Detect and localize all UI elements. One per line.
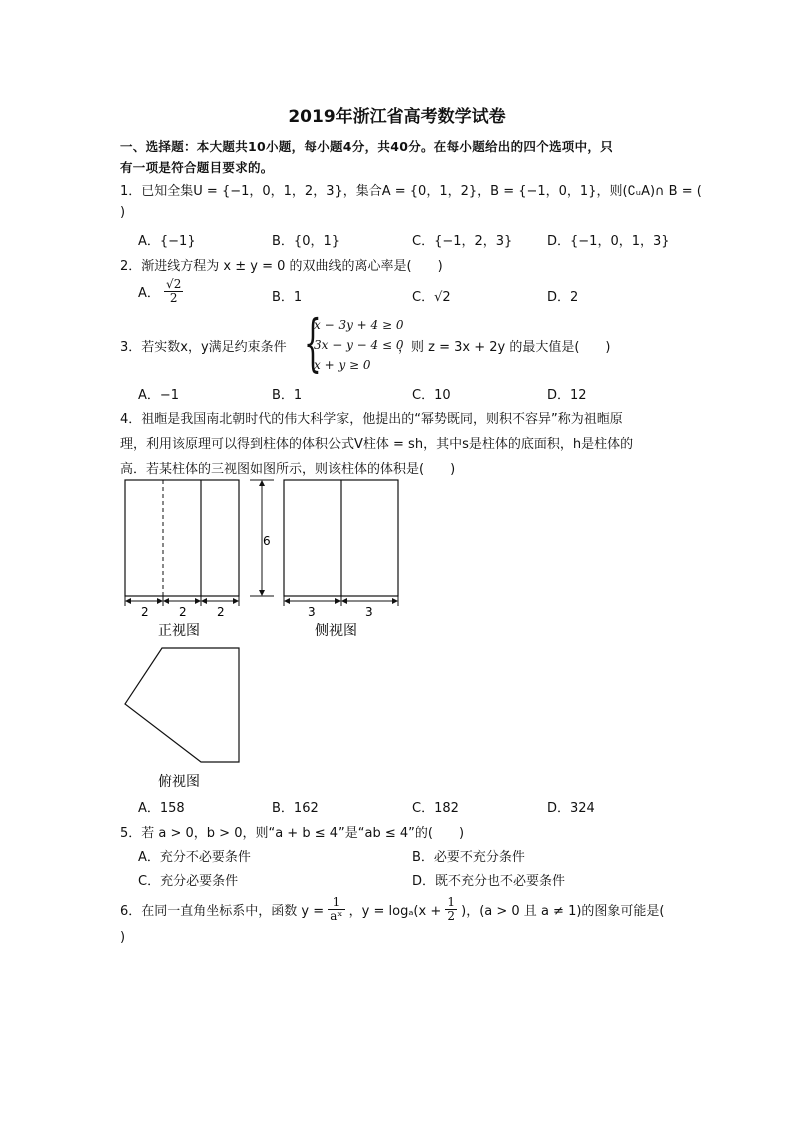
question-5-option-c: C．充分必要条件 xyxy=(138,874,239,889)
constraint-3: x + y ≥ 0 xyxy=(314,358,371,372)
question-5-text: 5．若 a > 0，b > 0，则“a + b ≤ 4”是“ab ≤ 4”的( ) xyxy=(120,826,465,841)
question-3-option-b: B．1 xyxy=(272,388,303,403)
top-view-label: 俯视图 xyxy=(158,774,200,790)
side-view xyxy=(284,480,398,619)
question-6-prefix: 6．在同一直角坐标系中，函数 y = xyxy=(120,904,325,919)
section-heading-line2: 有一项是符合题目要求的。 xyxy=(120,160,274,175)
question-6-fraction-1 xyxy=(328,896,344,923)
question-2-option-d: D．2 xyxy=(547,290,579,305)
question-3-suffix: ，则 z = 3x + 2y 的最大值是( ) xyxy=(398,340,611,355)
height-dimension xyxy=(250,480,274,596)
system-brace: { xyxy=(304,306,322,379)
question-2-option-a-label: A． xyxy=(138,286,160,301)
question-6-mid: ，y = logₐ(x + xyxy=(348,904,442,919)
question-4-line2: 理，利用该原理可以得到柱体的体积公式V柱体 = sh，其中s是柱体的底面积，h是柱体的 xyxy=(120,437,634,452)
question-2-option-c: C．√2 xyxy=(412,290,451,305)
height-label: 6 xyxy=(263,534,271,548)
page-title: 2019年浙江省高考数学试卷 xyxy=(288,107,506,127)
question-4-option-d: D．324 xyxy=(547,801,595,816)
question-2-option-b: B．1 xyxy=(272,290,303,305)
question-2-text: 2．渐进线方程为 x ± y = 0 的双曲线的离心率是( ) xyxy=(120,259,443,274)
question-3-option-a: A．−1 xyxy=(138,388,180,403)
question-6-fraction-2 xyxy=(445,896,457,923)
question-3-option-c: C．10 xyxy=(412,388,451,403)
constraint-1: x − 3y + 4 ≥ 0 xyxy=(314,318,404,332)
question-1-option-c: C．{−1，2，3} xyxy=(412,234,513,249)
question-4-line1: 4．祖暅是我国南北朝时代的伟大科学家，他提出的“幂势既同，则积不容异”称为祖暅原 xyxy=(120,412,623,427)
front-view-label: 正视图 xyxy=(158,623,200,639)
front-view xyxy=(125,480,239,619)
question-1-option-d: D．{−1，0，1，3} xyxy=(547,234,670,249)
fraction-denominator: 2 xyxy=(169,291,178,305)
fraction-numerator: 1 xyxy=(328,896,344,910)
fraction-denominator: 2 xyxy=(447,909,455,923)
question-5-option-b: B．必要不充分条件 xyxy=(412,850,525,865)
section-heading-line1: 一、选择题：本大题共10小题，每小题4分，共40分。在每小题给出的四个选项中，只 xyxy=(120,139,613,154)
question-3-prefix: 3．若实数x，y满足约束条件 xyxy=(120,340,287,355)
fraction-denominator: aˣ xyxy=(330,909,343,923)
question-4-option-c: C．182 xyxy=(412,801,459,816)
side-width-2: 3 xyxy=(365,605,373,619)
question-6-cont: ) xyxy=(120,930,126,945)
question-4-line3: 高．若某柱体的三视图如图所示，则该柱体的体积是( ) xyxy=(120,462,456,477)
question-6-text xyxy=(120,896,664,923)
three-view-figure xyxy=(110,474,410,794)
question-5-option-a: A．充分不必要条件 xyxy=(138,850,251,865)
fraction-numerator: √2 xyxy=(166,277,182,291)
question-1-cont: ) xyxy=(120,205,126,220)
front-width-1: 2 xyxy=(141,605,149,619)
front-width-3: 2 xyxy=(217,605,225,619)
constraint-2: 3x − y − 4 ≤ 0 xyxy=(314,338,404,352)
question-6-suffix: )，(a > 0 且 a ≠ 1)的图象可能是( xyxy=(461,904,665,919)
question-4-option-b: B．162 xyxy=(272,801,319,816)
question-2-option-a xyxy=(138,278,183,305)
front-width-2: 2 xyxy=(179,605,187,619)
question-3-option-d: D．12 xyxy=(547,388,587,403)
question-2-option-a-fraction xyxy=(164,278,183,305)
top-view xyxy=(125,648,239,762)
question-4-option-a: A．158 xyxy=(138,801,185,816)
question-1-option-a: A．{−1} xyxy=(138,234,196,249)
side-view-label: 侧视图 xyxy=(315,623,357,639)
side-width-1: 3 xyxy=(308,605,316,619)
fraction-numerator: 1 xyxy=(447,895,455,909)
question-5-option-d: D．既不充分也不必要条件 xyxy=(412,874,566,889)
question-1-option-b: B．{0，1} xyxy=(272,234,341,249)
question-1-text: 1．已知全集U = {−1，0，1，2，3}，集合A = {0，1，2}，B = {−1，0，1}，则(∁ᵤA)∩ B = ( xyxy=(120,184,702,199)
